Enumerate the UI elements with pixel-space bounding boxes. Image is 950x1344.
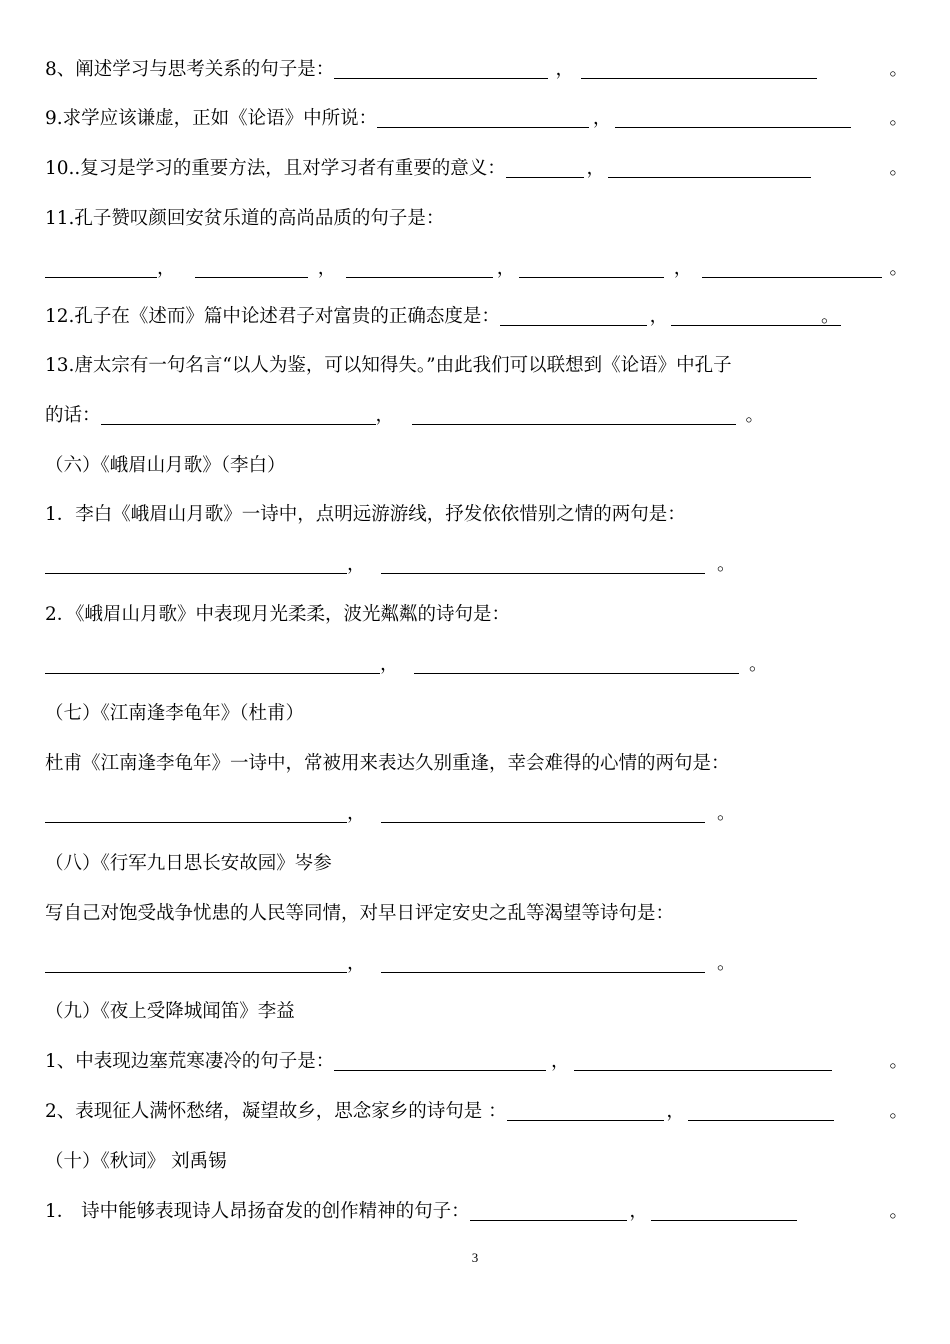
heading-text: （六）《峨眉山月歌》（李白） [45,455,286,476]
end-mark: 。 [820,306,840,327]
question-7-1 [45,752,908,776]
separator: ， [347,554,366,575]
question-9 [45,107,908,131]
end-mark: 。 [889,1201,908,1222]
question-8 [45,58,908,82]
question-text: 写自己对饱受战争忧患的人民等同情，对早日评定安史之乱等渴望等诗句是： [45,903,675,924]
end-mark: 。 [889,1101,908,1122]
question-text: 杜甫《江南逢李龟年》一诗中，常被用来表达久别重逢，幸会难得的心情的两句是： [45,753,730,774]
question-text: 2．《峨眉山月歌》中表现月光柔柔，波光粼粼的诗句是： [45,604,511,625]
answer-blank[interactable] [101,424,376,425]
question-13 [45,354,908,378]
answer-blank[interactable] [507,1120,664,1121]
section-heading [45,852,908,876]
question-text: 13.唐太宗有一句名言“以人为鉴，可以知得失。”由此我们可以联想到《论语》中孔子 [45,355,732,376]
heading-text: （七）《江南逢李龟年》（杜甫） [45,703,305,724]
separator: ， [629,1201,648,1222]
answer-blank[interactable] [346,277,493,278]
answer-blank[interactable] [574,1070,832,1071]
answer-blank[interactable] [500,325,647,326]
end-mark: 。 [889,258,908,279]
question-text: 11.孔子赞叹颜回安贫乐道的高尚品质的句子是： [45,208,445,229]
separator: ， [649,306,669,327]
separator: ， [666,1101,685,1122]
answer-blank[interactable] [412,424,736,425]
end-mark: 。 [889,158,908,179]
end-mark: 。 [717,953,736,974]
question-6-1 [45,503,908,527]
question-13-answers [45,404,908,428]
heading-text: （九）《夜上受降城闻笛》李益 [45,1001,295,1022]
answer-blank[interactable] [45,277,157,278]
answer-blank[interactable] [581,78,817,79]
separator: ， [380,654,399,675]
answer-blank[interactable] [414,673,739,674]
separator: ， [375,405,395,426]
answer-blank[interactable] [615,127,851,128]
answer-blank[interactable] [45,673,380,674]
question-11-answers [45,257,908,281]
question-6-2 [45,603,908,627]
answer-blank[interactable] [702,277,882,278]
separator: ， [317,258,337,279]
separator: ， [586,158,606,179]
answer-blank[interactable] [506,177,584,178]
question-text: 2、表现征人满怀愁绪，凝望故乡，思念家乡的诗句是 ： [45,1101,507,1122]
end-mark: 。 [717,554,736,575]
separator: ， [496,258,516,279]
question-text: 10..复习是学习的重要方法，且对学习者有重要的意义： [45,158,506,179]
question-10-1 [45,1200,908,1224]
separator: ， [592,108,612,129]
end-mark: 。 [745,405,765,426]
question-9-2 [45,1100,908,1124]
section-heading [45,1000,908,1024]
question-12 [45,305,908,329]
answer-blank[interactable] [519,277,664,278]
answer-blank[interactable] [195,277,308,278]
question-9-1 [45,1050,908,1074]
answer-blank[interactable] [470,1220,627,1221]
answer-blank[interactable] [334,78,548,79]
question-text: 的话： [45,405,101,426]
separator: ， [551,1051,570,1072]
question-8-1 [45,902,908,926]
question-text: 1． 诗中能够表现诗人昂扬奋发的创作精神的句子： [45,1201,470,1222]
question-11 [45,207,908,231]
answer-blank[interactable] [671,325,841,326]
section-heading [45,702,908,726]
page-number: 3 [471,1250,479,1265]
separator: ， [347,953,366,974]
answer-blank[interactable] [688,1120,834,1121]
answer-blank[interactable] [381,972,705,973]
question-6-1-answers [45,553,908,577]
question-text: 8、阐述学习与思考关系的句子是： [45,59,335,80]
question-text: 9.求学应该谦虚，正如《论语》中所说： [45,108,378,129]
answer-blank[interactable] [651,1220,797,1221]
separator: ， [157,258,176,279]
separator: ， [673,258,693,279]
answer-blank[interactable] [381,822,705,823]
answer-blank[interactable] [377,127,589,128]
end-mark: 。 [749,654,768,675]
end-mark: 。 [717,803,736,824]
end-mark: 。 [889,108,908,129]
heading-text: （八）《行军九日思长安故园》岑参 [45,853,332,874]
answer-blank[interactable] [45,822,347,823]
answer-blank[interactable] [334,1070,546,1071]
question-text: 1．李白《峨眉山月歌》一诗中，点明远游游线，抒发依依惜别之情的两句是： [45,504,686,525]
heading-text: （十）《秋词》 刘禹锡 [45,1151,227,1172]
separator: ， [347,803,366,824]
answer-blank[interactable] [608,177,811,178]
section-heading [45,1150,908,1174]
question-text: 1、中表现边塞荒寒凄冷的句子是： [45,1051,335,1072]
question-10 [45,157,908,181]
answer-blank[interactable] [45,573,347,574]
answer-blank[interactable] [381,573,705,574]
question-7-1-answers [45,802,908,826]
separator: ， [555,59,575,80]
end-mark: 。 [889,59,908,80]
question-8-1-answers [45,952,908,976]
question-text: 12.孔子在《述而》篇中论述君子对富贵的正确态度是： [45,306,500,327]
answer-blank[interactable] [45,972,347,973]
question-6-2-answers [45,653,908,677]
section-heading [45,454,908,478]
end-mark: 。 [889,1051,908,1072]
